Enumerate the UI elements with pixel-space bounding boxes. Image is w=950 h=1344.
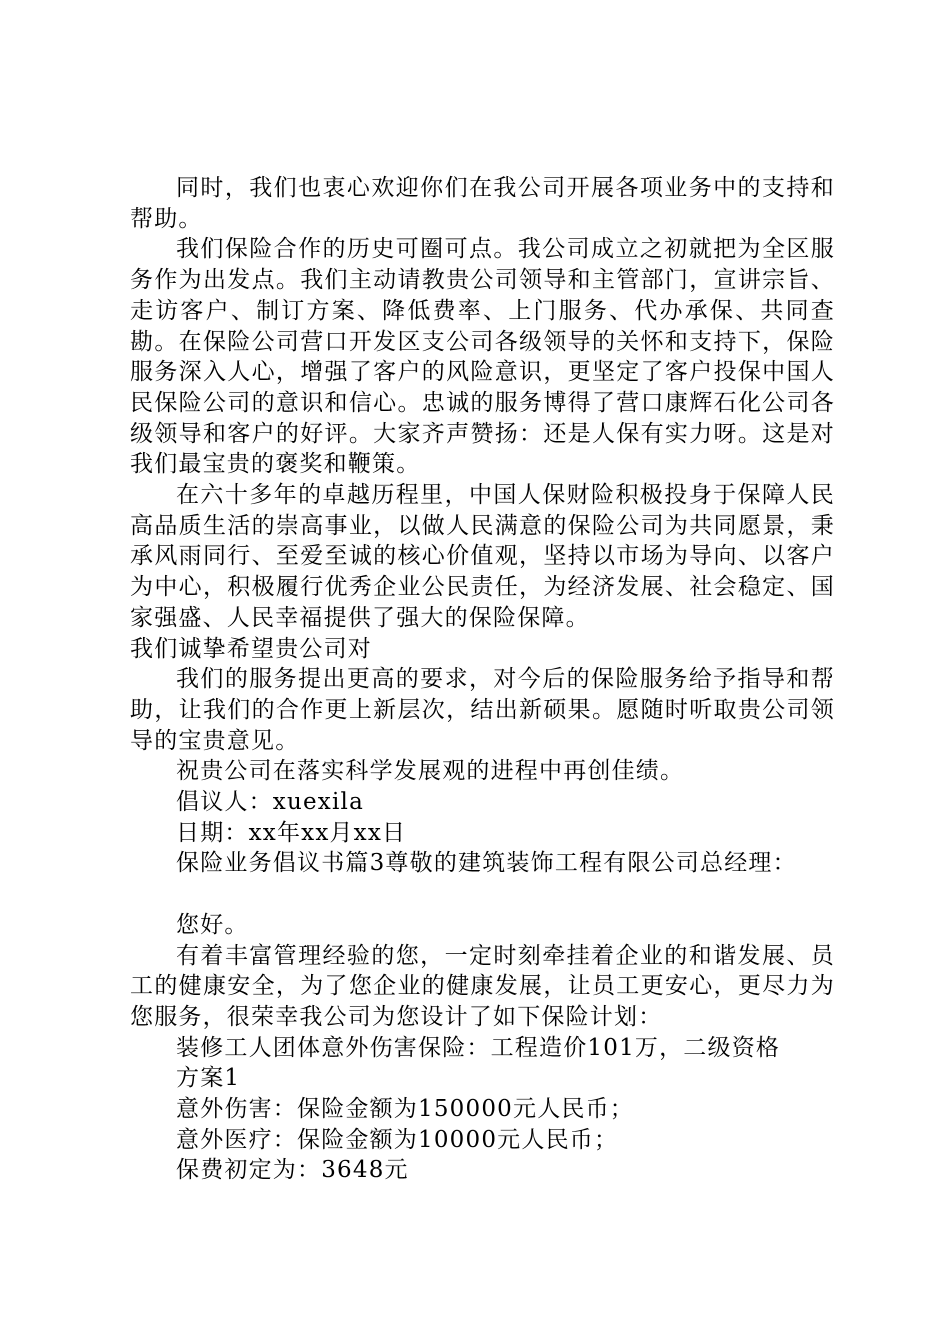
paragraph-cooperation-history: 我们保险合作的历史可圈可点。我公司成立之初就把为全区服务作为出发点。我们主动请教贵公司领导和主管部门，宣讲宗旨、走访客户、制订方案、降低费率、上门服务、代办承保、共同查勘。在保险公司营口开发区支公司各级领导的关怀和支持下，保险服务深入人心，增强了客户的风险意识，更坚定了客户投保中国人民保险公司的意识和信心。忠诚的服务博得了营口康辉石化公司各级领导和客户的好评。大家齐声赞扬：还是人保有实力呀。这是对我们最宝贵的褒奖和鞭策。 [130,236,835,478]
premium-line: 保费初定为：3648元 [176,1157,409,1184]
blank-line [130,879,835,910]
paragraph-support-welcome: 同时，我们也衷心欢迎你们在我公司开展各项业务中的支持和帮助。 [130,175,835,232]
paragraph-wishes: 祝贵公司在落实科学发展观的进程中再创佳绩。 [176,758,685,785]
document-body [130,173,835,1186]
paragraph-insurance-plan-intro: 有着丰富管理经验的您，一定时刻牵挂着企业的和谐发展、员工的健康安全，为了您企业的健康发展，让员工更安心，更尽力为您服务，很荣幸我公司为您设计了如下保险计划： [130,942,835,1030]
paragraph-service-requirements: 我们的服务提出更高的要求，对今后的保险服务给予指导和帮助，让我们的合作更上新层次，结出新硕果。愿随时听取贵公司领导的宝贵意见。 [130,666,835,754]
plan-option-label: 方案1 [176,1065,241,1092]
date-line: 日期：xx年xx月xx日 [176,819,407,846]
plan-title-line: 装修工人团体意外伤害保险：工程造价101万，二级资格 [176,1034,781,1061]
paragraph-company-history: 在六十多年的卓越历程里，中国人保财险积极投身于保障人民高品质生活的崇高事业，以做人民满意的保险公司为共同愿景，秉承风雨同行、至爱至诚的核心价值观，坚持以市场为导向、以客户为中心，积极履行优秀企业公民责任，为经济发展、社会稳定、国家强盛、人民幸福提供了强大的保险保障。 [130,482,835,631]
paragraph-sincere-hope: 我们诚挚希望贵公司对 [130,635,372,662]
accident-injury-line: 意外伤害：保险金额为150000元人民币； [176,1096,634,1123]
greeting-line: 您好。 [176,911,249,938]
initiator-line: 倡议人：xuexila [176,789,364,816]
section-heading-letter-3: 保险业务倡议书篇3尊敬的建筑装饰工程有限公司总经理： [176,850,797,877]
accident-medical-line: 意外医疗：保险金额为10000元人民币； [176,1126,619,1153]
